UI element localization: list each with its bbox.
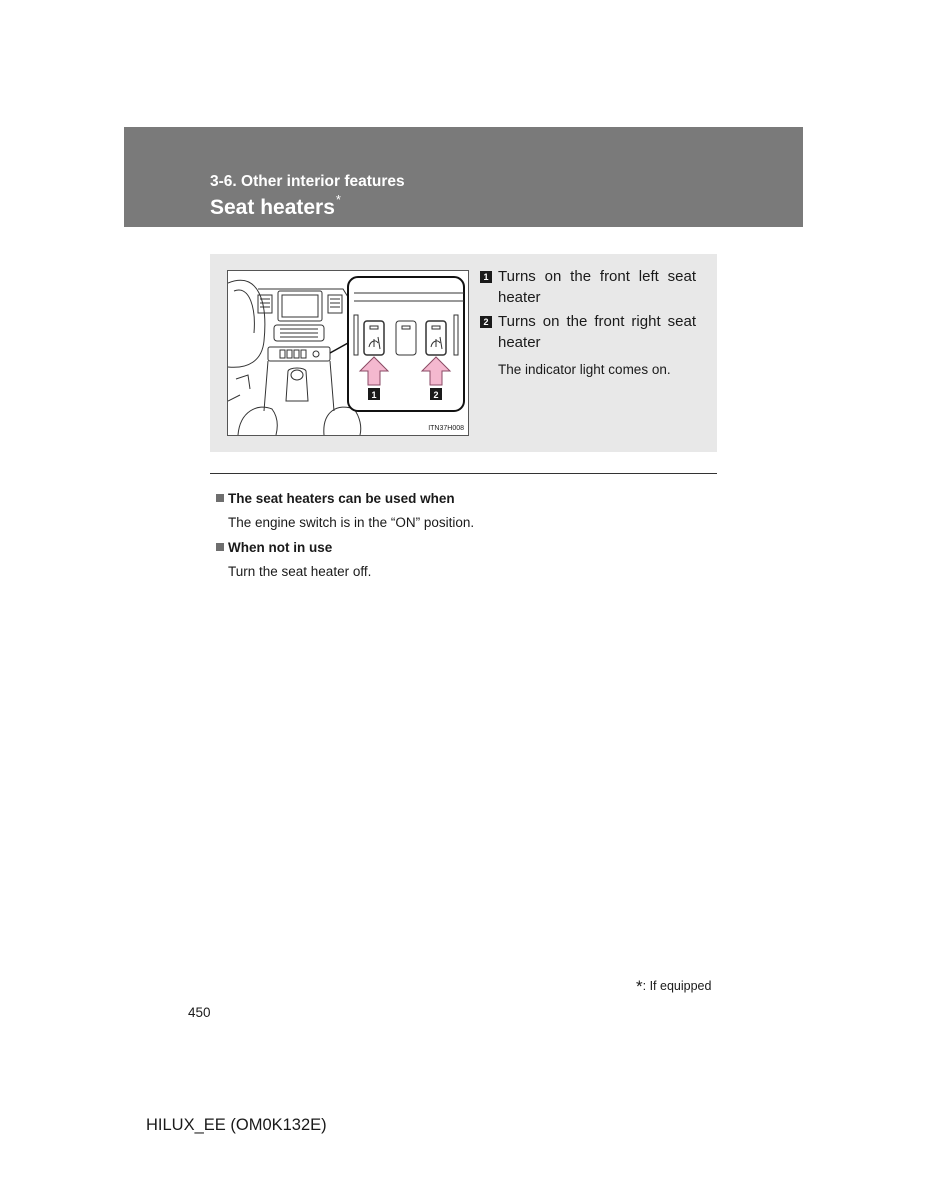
note-heading-text-2: When not in use [228,540,333,555]
callout-number-2: 2 [480,316,492,328]
note-heading-1 [216,491,455,506]
footnote-text: : If equipped [642,979,712,993]
indicator-note: The indicator light comes on. [498,362,671,377]
callout-item [480,266,696,308]
figure-code: ITN37H008 [428,425,464,432]
seat-heater-illustration [227,270,469,436]
callout-text-1: Turns on the front left seat heater [498,268,696,306]
callout-item [480,311,696,353]
note-heading-text-1: The seat heaters can be used when [228,491,455,506]
page-number: 450 [188,1005,211,1020]
if-equipped-mark: * [335,192,341,207]
dashboard-drawing [228,271,468,435]
illustration-callout-1: 1 [371,390,377,400]
footnote [636,977,711,997]
callout-text-2: Turns on the front right seat heater [498,313,696,351]
page-title-text: Seat heaters [210,196,335,219]
note-heading-2 [216,540,332,555]
square-bullet-icon [216,543,224,551]
note-body-1: The engine switch is in the “ON” position. [228,515,475,530]
note-body-2: Turn the seat heater off. [228,564,372,579]
section-label: 3-6. Other interior features [210,173,405,190]
document-id: HILUX_EE (OM0K132E) [146,1116,327,1134]
callout-number-1: 1 [480,271,492,283]
square-bullet-icon [216,494,224,502]
callout-list [480,266,696,356]
page-title [210,194,341,220]
divider [210,473,717,474]
illustration-callout-2: 2 [433,390,439,400]
footnote-mark: * [636,977,643,996]
